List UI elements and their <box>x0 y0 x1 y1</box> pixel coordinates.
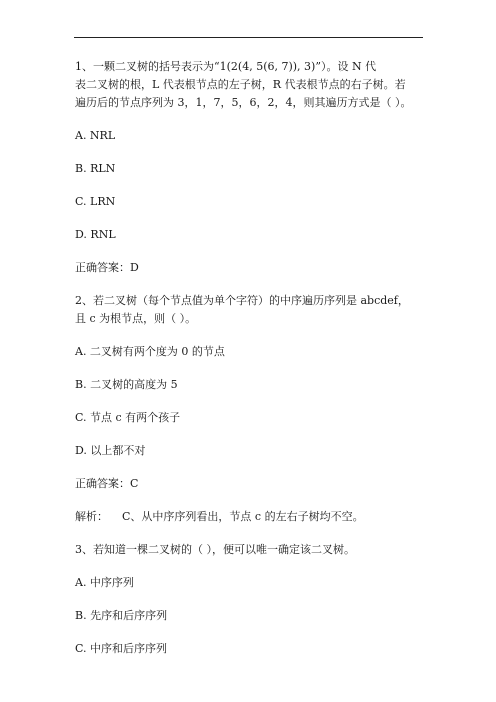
question-1-answer: 正确答案：D <box>75 261 139 274</box>
question-2-option-c: C. 节点 c 有两个孩子 <box>75 411 181 424</box>
question-2-option-b: B. 二叉树的高度为 5 <box>75 378 178 391</box>
question-3 <box>75 541 435 658</box>
question-2-line-2: 且 c 为根节点，则（ ）。 <box>75 312 197 325</box>
question-2-explanation <box>75 508 435 526</box>
question-2-answer: 正确答案：C <box>75 477 139 490</box>
question-1-line-2: 表二叉树的根，L 代表根节点的左子树，R 代表根节点的右子树。若 <box>75 78 406 91</box>
question-1-line-3: 遍历后的节点序列为 3，1，7，5，6，2，4，则其遍历方式是（ ）。 <box>75 96 412 109</box>
question-1 <box>75 58 435 277</box>
question-3-line-1: 3、若知道一棵二叉树的（ ），便可以唯一确定该二叉树。 <box>75 543 355 556</box>
question-1-option-a: A. NRL <box>75 129 116 142</box>
explanation-label: 解析： <box>75 510 108 523</box>
question-1-option-b: B. RLN <box>75 162 116 175</box>
question-2-option-a: A. 二叉树有两个度为 0 的节点 <box>75 345 225 358</box>
question-1-option-c: C. LRN <box>75 195 116 208</box>
question-1-option-d: D. RNL <box>75 228 116 241</box>
question-2-line-1: 2、若二叉树（每个节点值为单个字符）的中序遍历序列是 abcdef， <box>75 294 409 307</box>
question-3-option-a: A. 中序序列 <box>75 576 134 589</box>
explanation-text: C、从中序序列看出，节点 c 的左右子树均不空。 <box>122 510 364 523</box>
document-body <box>75 58 435 658</box>
header-rule <box>74 37 423 38</box>
question-2-option-d: D. 以上都不对 <box>75 444 146 457</box>
question-3-option-b: B. 先序和后序序列 <box>75 609 168 622</box>
question-3-option-c: C. 中序和后序序列 <box>75 642 168 655</box>
question-2 <box>75 292 435 526</box>
question-1-line-1: 1、一颗二叉树的括号表示为“1(2(4, 5(6, 7)), 3)”）。设 N 代 <box>75 60 377 73</box>
